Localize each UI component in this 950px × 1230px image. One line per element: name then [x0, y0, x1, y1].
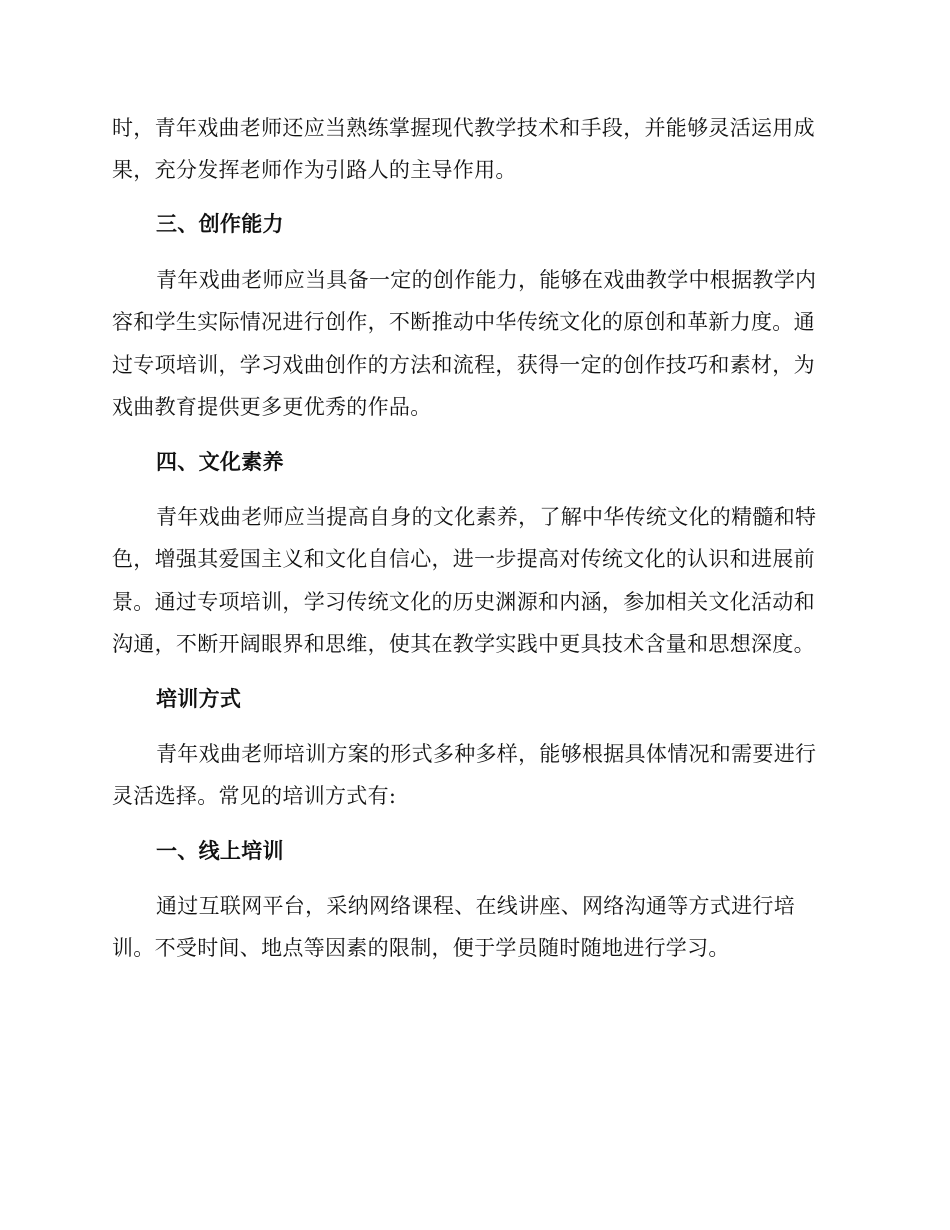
section-heading-training-methods: 培训方式 [156, 687, 242, 711]
section-heading-online-training: 一、线上培训 [156, 839, 284, 863]
paragraph-line: 容和学生实际情况进行创作，不断推动中华传统文化的原创和革新力度。通 [112, 310, 815, 334]
paragraph-line: 训。不受时间、地点等因素的限制，便于学员随时随地进行学习。 [112, 936, 730, 960]
paragraph-line: 景。通过专项培训，学习传统文化的历史渊源和内涵，参加相关文化活动和 [112, 590, 815, 614]
section-heading-creative-ability: 三、创作能力 [156, 212, 284, 236]
paragraph-line: 时，青年戏曲老师还应当熟练掌握现代教学技术和手段，并能够灵活运用成 [112, 116, 815, 140]
paragraph-line: 青年戏曲老师应当具备一定的创作能力，能够在戏曲教学中根据教学内 [156, 268, 817, 292]
paragraph-line: 通过互联网平台，采纳网络课程、在线讲座、网络沟通等方式进行培 [156, 894, 795, 918]
section-heading-cultural-literacy: 四、文化素养 [156, 450, 284, 474]
paragraph-line: 沟通，不断开阔眼界和思维，使其在教学实践中更具技术含量和思想深度。 [112, 632, 815, 656]
paragraph-line: 色，增强其爱国主义和文化自信心，进一步提高对传统文化的认识和进展前 [112, 547, 815, 571]
paragraph-line: 果，充分发挥老师作为引路人的主导作用。 [112, 158, 517, 182]
paragraph-line: 青年戏曲老师培训方案的形式多种多样，能够根据具体情况和需要进行 [156, 742, 817, 766]
paragraph-line: 灵活选择。常见的培训方式有: [112, 784, 397, 808]
paragraph-line: 戏曲教育提供更多更优秀的作品。 [112, 395, 432, 419]
paragraph-line: 青年戏曲老师应当提高自身的文化素养，了解中华传统文化的精髓和特 [156, 505, 817, 529]
paragraph-line: 过专项培训，学习戏曲创作的方法和流程，获得一定的创作技巧和素材，为 [112, 353, 815, 377]
